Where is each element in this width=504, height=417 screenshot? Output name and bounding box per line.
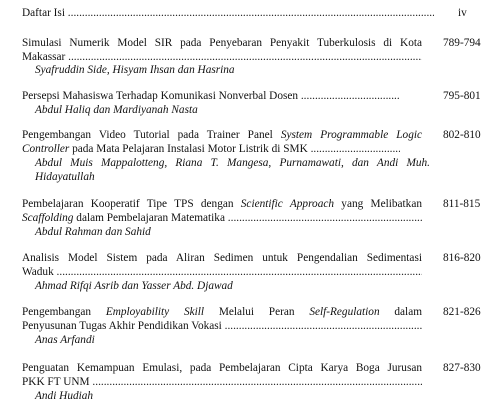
toc-entry-5-title-line2-text: Waduk	[22, 266, 54, 278]
toc-entry-6-title-line1-italic-b: Employability Skill	[105, 306, 205, 318]
toc-entry-7-title-line2-text: PKK FT UNM	[22, 376, 90, 388]
toc-entry-3-title-line1-italic: System Programmable Logic	[280, 129, 422, 141]
toc-header-title	[22, 6, 434, 20]
toc-entry-1-authors: Syafruddin Side, Hisyam Ihsan dan Hasrina	[35, 64, 235, 76]
toc-entry-6-title-line1-text-a: Pengembangan	[22, 306, 106, 318]
toc-entry-3-title-line2	[22, 142, 400, 156]
toc-entry-2-authors: Abdul Haliq dan Mardiyanah Nasta	[35, 104, 198, 116]
toc-entry-5-authors: Ahmad Rifqi Asrib dan Yasser Abd. Djawad	[35, 280, 233, 292]
toc-entry-4-title-line2	[22, 211, 422, 225]
toc-entry-1-title-line2-text: Makassar	[22, 51, 66, 63]
toc-entry-3-title-line1-text: Pengembangan Video Tutorial pada Trainer Panel	[22, 129, 281, 141]
toc-entry-4-title-line1	[22, 197, 422, 211]
toc-entry-7-title-line2	[22, 375, 422, 389]
toc-entry-5-pages: 816-820	[443, 252, 481, 264]
toc-entry-1-title-line1: Simulasi Numerik Model SIR pada Penyebaran Penyakit Tuberkulosis di Kota	[22, 37, 422, 49]
toc-entry-2-title-text: Persepsi Mahasiswa Terhadap Komunikasi Nonverbal Dosen	[22, 90, 299, 102]
toc-entry-6-pages: 821-826	[443, 306, 481, 318]
toc-entry-5-title-line1: Analisis Model Sistem pada Aliran Sedimen untuk Pengendalian Sedimentasi	[22, 252, 422, 264]
toc-entry-5-title-line2	[22, 265, 422, 279]
toc-entry-4-authors: Abdul Rahman dan Sahid	[35, 226, 151, 238]
toc-entry-3-title-line1	[22, 128, 422, 142]
toc-entry-4-title-line1-italic: Scientific Approach	[240, 198, 335, 210]
toc-entry-6-title-line1	[22, 305, 422, 319]
toc-entry-6-title-line1-text-e: dalam	[379, 306, 422, 318]
toc-entry-3-title-line2-italic: Controller	[22, 143, 70, 155]
toc-entry-6-title-line1-italic-d: Self-Regulation	[309, 306, 380, 318]
toc-entry-4-pages: 811-815	[443, 198, 481, 210]
toc-entry-6-title-line2	[22, 319, 422, 333]
toc-header-page: iv	[458, 7, 467, 19]
toc-entry-4-title-line1-text-c: yang Melibatkan	[334, 198, 422, 210]
toc-entry-4-title-line2-italic: Scaffolding	[22, 212, 74, 224]
toc-entry-3-authors-line1: Abdul Muis Mappalotteng, Riana T. Mangesa, Purnamawati, dan Andi Muh.	[35, 157, 430, 169]
toc-entry-6-title-line1-text-c: Melalui Peran	[204, 306, 310, 318]
toc-entry-7-pages: 827-830	[443, 362, 481, 374]
toc-entry-6-title-line2-text: Penyusunan Tugas Akhir Pendidikan Vokasi	[22, 320, 222, 332]
toc-header-title-text: Daftar Isi	[22, 7, 65, 19]
toc-entry-4-title-line1-text-a: Pembelajaran Kooperatif Tipe TPS dengan	[22, 198, 241, 210]
toc-entry-2-title-line1	[22, 89, 400, 103]
toc-entry-3-pages: 802-810	[443, 129, 481, 141]
toc-entry-3-authors-line2: Hidayatullah	[35, 171, 95, 183]
toc-entry-3-title-line2-text: pada Mata Pelajaran Instalasi Motor Listrik di SMK	[69, 143, 308, 155]
toc-entry-7-authors: Andi Hudiah	[35, 390, 94, 402]
toc-entry-4-title-line2-text: dalam Pembelajaran Matematika	[73, 212, 225, 224]
toc-entry-1-title-line2	[22, 50, 422, 64]
toc-entry-1-pages: 789-794	[443, 37, 481, 49]
toc-entry-2-pages: 795-801	[443, 90, 481, 102]
toc-entry-6-authors: Anas Arfandi	[35, 334, 95, 346]
toc-entry-7-title-line1: Penguatan Kemampuan Emulasi, pada Pembelajaran Cipta Karya Boga Jurusan	[22, 362, 422, 374]
